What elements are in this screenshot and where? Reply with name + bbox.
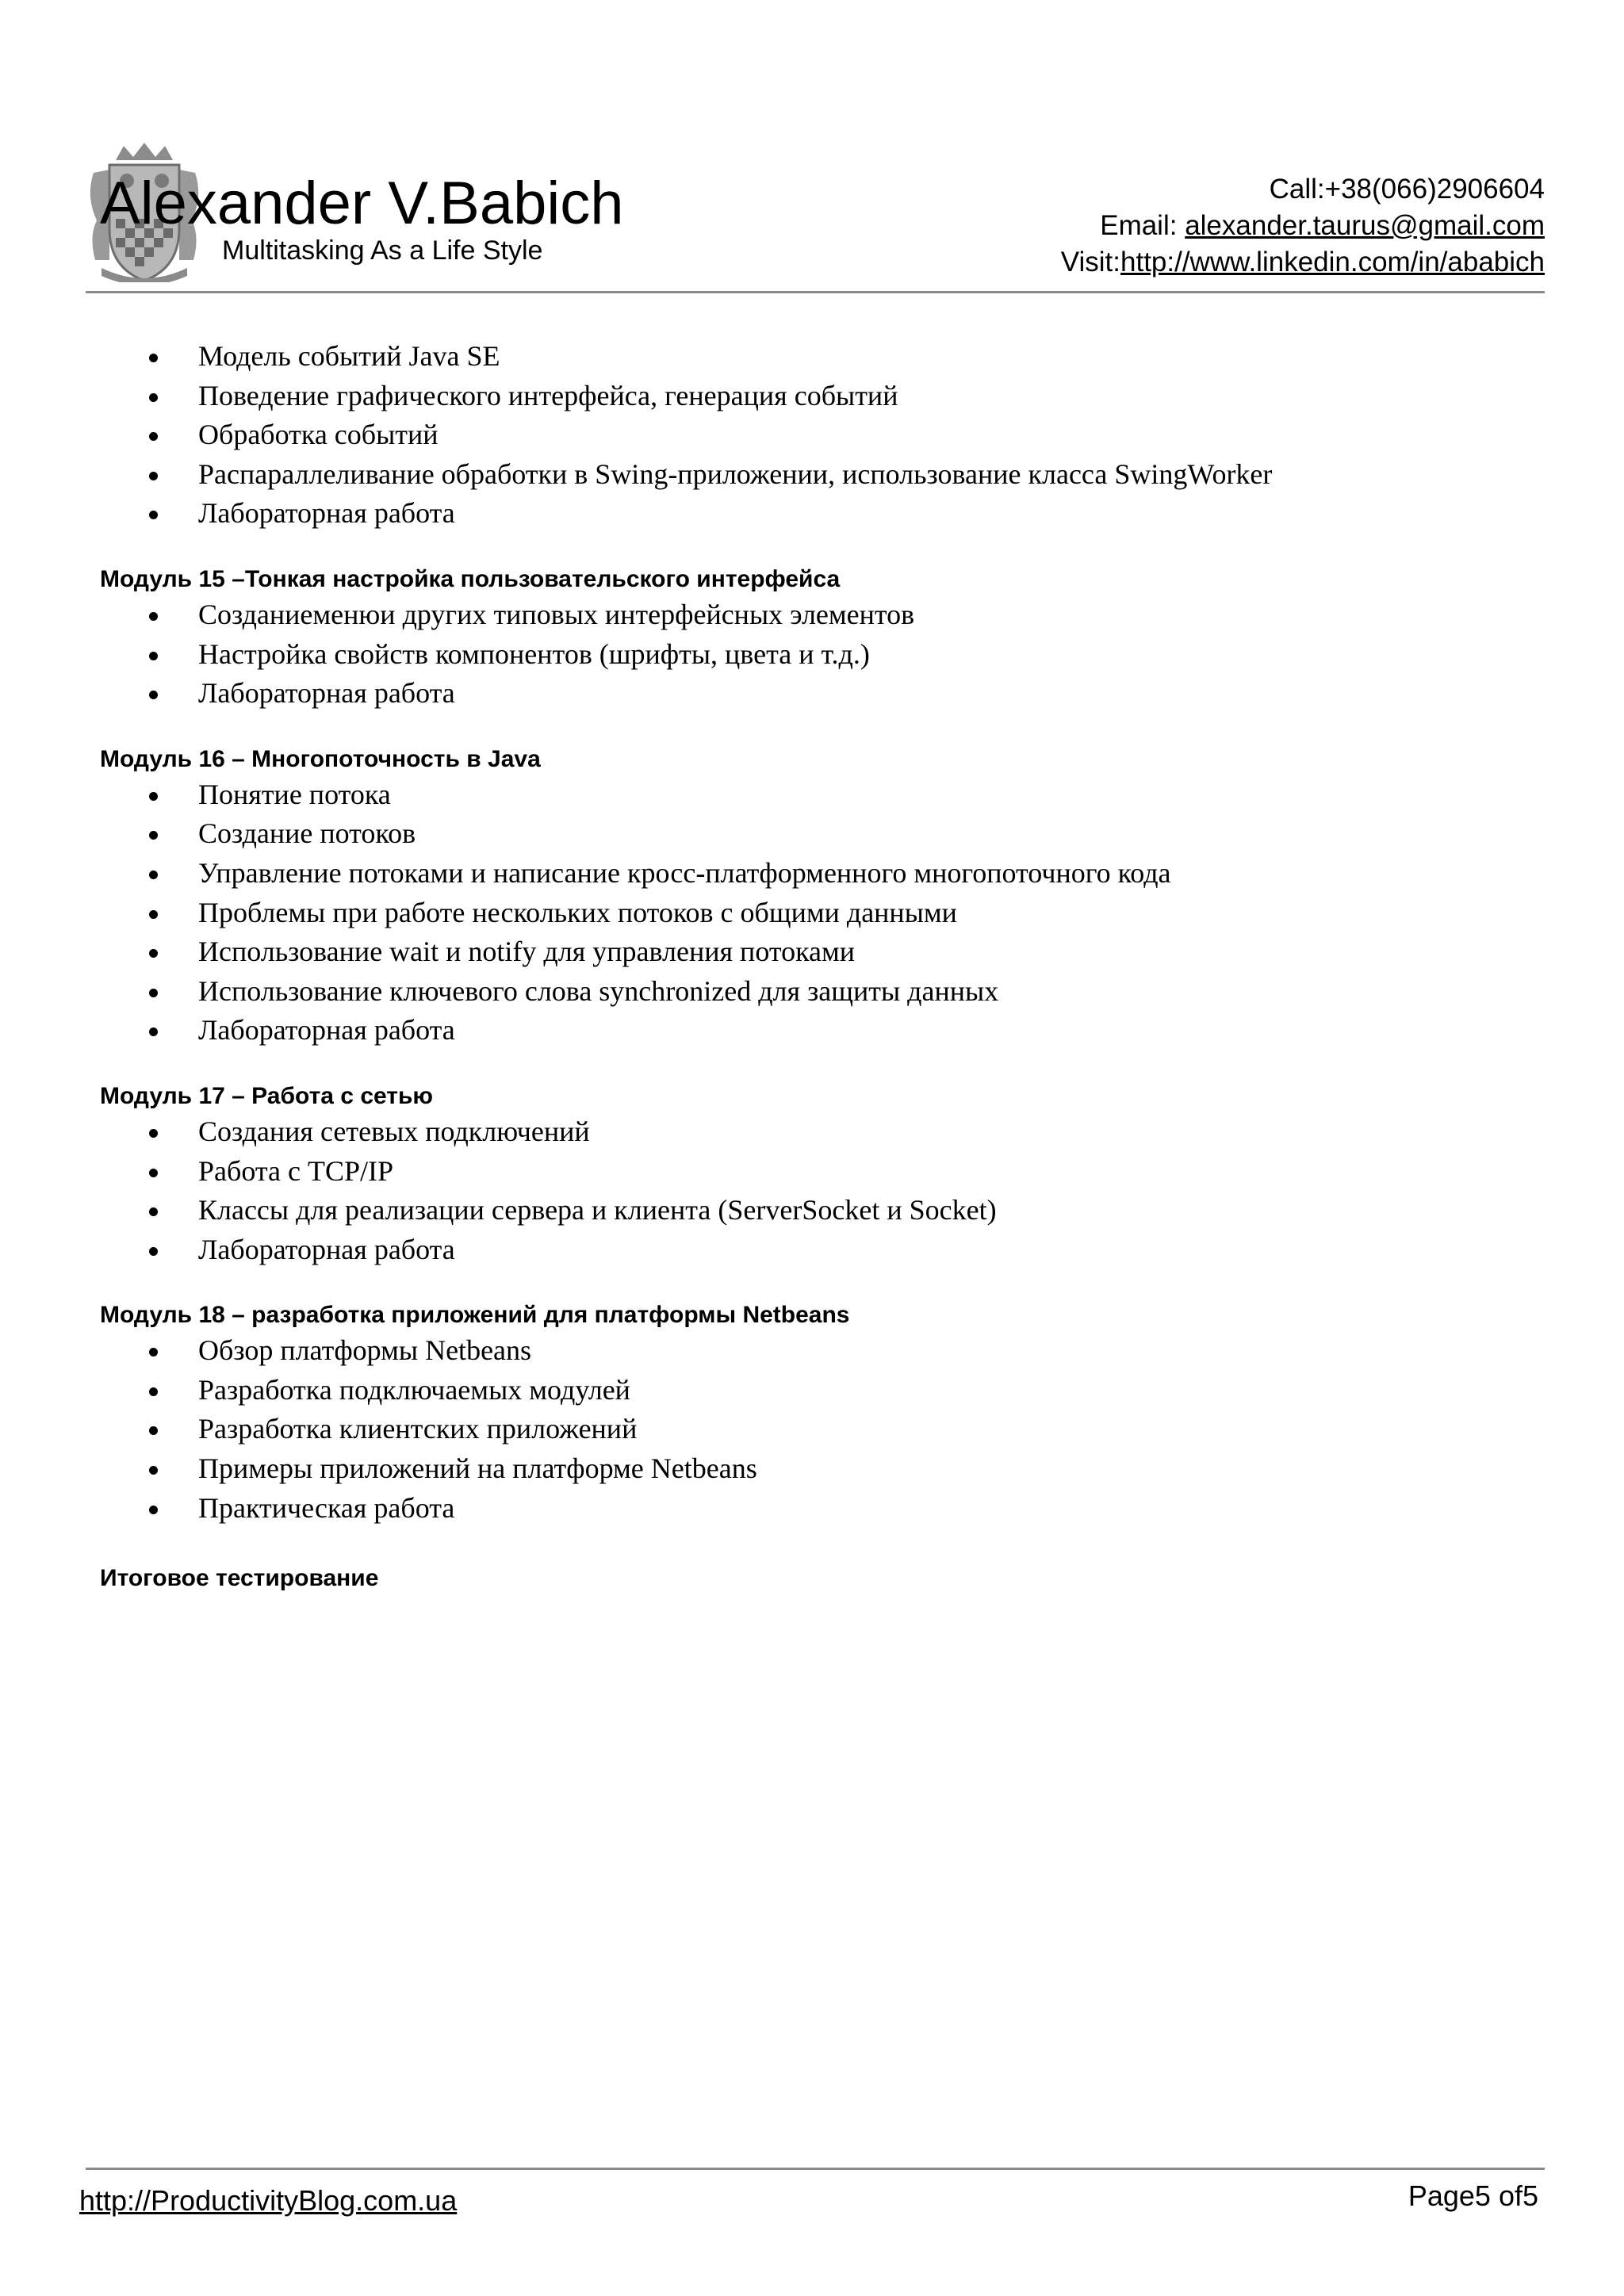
module-17-list: [100, 1112, 1527, 1269]
email-label: Email:: [1100, 210, 1185, 241]
visit-label: Visit:: [1060, 247, 1120, 277]
list-item: Лабораторная работа: [198, 1230, 1527, 1270]
module-15-title: Модуль 15 –Тонкая настройка пользовательского интерфейса: [100, 565, 841, 592]
list-item: Созданиеменюи других типовых интерфейсных элементов: [198, 595, 1527, 635]
list-item: Примеры приложений на платформе Netbeans: [198, 1449, 1527, 1489]
list-item: Использование wait и notify для управления потоками: [198, 932, 1527, 972]
list-item: Классы для реализации сервера и клиента (ServerSocket и Socket): [198, 1191, 1527, 1230]
list-item: Настройка свойств компонентов (шрифты, цвета и т.д.): [198, 635, 1527, 675]
page-header: [86, 135, 1545, 293]
list-item: Обработка событий: [198, 415, 1527, 455]
contact-block: [1061, 171, 1545, 281]
list-item: Лабораторная работа: [198, 674, 1527, 714]
list-item: Обзор платформы Netbeans: [198, 1331, 1527, 1371]
linkedin-link[interactable]: http://www.linkedin.com/in/ababich: [1120, 247, 1545, 277]
list-item: Создание потоков: [198, 814, 1527, 854]
list-item: Управление потоками и написание кросс-платформенного многопоточного кода: [198, 854, 1527, 894]
footer-divider: [86, 2168, 1545, 2170]
module-16-title: Модуль 16 – Многопоточность в Java: [100, 745, 541, 772]
list-item: Практическая работа: [198, 1489, 1527, 1529]
header-divider: [86, 291, 1545, 293]
tagline: Multitasking As a Life Style: [222, 235, 543, 266]
module-15-list: [100, 595, 1527, 714]
contact-visit: [1061, 244, 1545, 281]
list-item: Лабораторная работа: [198, 494, 1527, 534]
author-name: Alexander V.Babich: [100, 170, 624, 237]
list-item: Создания сетевых подключений: [198, 1112, 1527, 1152]
contact-call: [1061, 171, 1545, 208]
page-number: Page5 of5: [1408, 2179, 1538, 2212]
email-link[interactable]: alexander.taurus@gmail.com: [1185, 210, 1545, 241]
module-16-list: [100, 775, 1527, 1050]
list-item: Модель событий Java SE: [198, 337, 1527, 377]
list-item: Разработка клиентских приложений: [198, 1410, 1527, 1449]
intro-list: [100, 337, 1527, 534]
call-value: +38(066)2906604: [1324, 174, 1545, 205]
list-item: Лабораторная работа: [198, 1011, 1527, 1050]
call-label: Call:: [1269, 174, 1325, 205]
list-item: Разработка подключаемых модулей: [198, 1371, 1527, 1410]
list-item: Работа с TCP/IP: [198, 1152, 1527, 1192]
final-test-title: Итоговое тестирование: [100, 1565, 379, 1592]
module-17-title: Модуль 17 – Работа с сетью: [100, 1082, 434, 1109]
module-18-title: Модуль 18 – разработка приложений для платформы Netbeans: [100, 1302, 850, 1329]
list-item: Распараллеливание обработки в Swing-приложении, использование класса SwingWorker: [198, 455, 1527, 495]
list-item: Проблемы при работе нескольких потоков с общими данными: [198, 894, 1527, 933]
document-body: [100, 337, 1527, 1594]
list-item: Понятие потока: [198, 775, 1527, 815]
footer-blog-link[interactable]: http://ProductivityBlog.com.ua: [79, 2184, 458, 2217]
contact-email: [1061, 208, 1545, 244]
list-item: Поведение графического интерфейса, генерация событий: [198, 377, 1527, 416]
list-item: Использование ключевого слова synchronized для защиты данных: [198, 972, 1527, 1012]
module-18-list: [100, 1331, 1527, 1528]
